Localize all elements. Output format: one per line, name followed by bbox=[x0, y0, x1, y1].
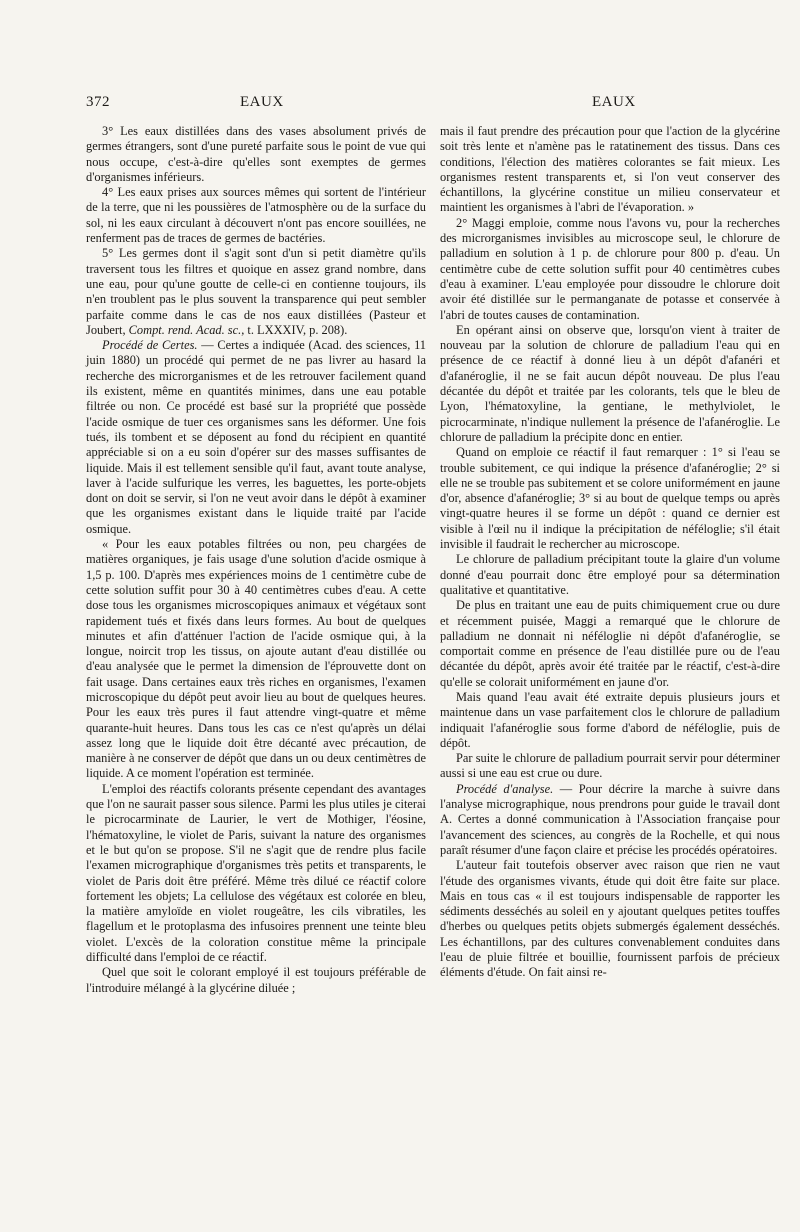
paragraph bbox=[86, 246, 426, 338]
right-column bbox=[440, 124, 780, 981]
paragraph-text: Quand on emploie ce réactif il faut remarquer : 1° si l'eau se trouble subitement, ce qui indique la présence d'afanéroglie; 2° si elle ne se trouble pas subitement et se colore uniformément en jaune d'or, absence d'afanéroglie; 3° si au bout de quelque temps ou après vingt-quatre heures il se forme un dépôt : quand ce dernier est visible à l'œil nu il indique la précipitation de néféloglie; s'il était invisible il faudrait le rechercher au microscope. bbox=[440, 445, 780, 552]
paragraph bbox=[86, 537, 426, 782]
paragraph-text: Mais quand l'eau avait été extraite depuis plusieurs jours et maintenue dans un vase parfaitement clos le chlorure de palladium indiquait l'afanéroglie sous forme d'abord de néféloglie, puis de dépôt. bbox=[440, 689, 780, 750]
paragraph-text: Le chlorure de palladium précipitant toute la glaire d'un volume donné d'eau pourrait donc être employé pour sa détermination qualitative et quantitative. bbox=[440, 552, 780, 597]
italic-text: Procédé de Certes. bbox=[102, 338, 198, 353]
italic-text: Compt. rend. Acad. sc. bbox=[128, 322, 242, 337]
paragraph bbox=[440, 552, 780, 598]
paragraph-text: L'auteur fait toutefois observer avec raison que rien ne vaut l'étude des organismes vivants, étude qui doit être faite sur place. Mais en tous cas « il est toujours indispensable de rapporter les sédiments desséchés au soleil en y ajoutant quelques petites touffes d'herbes ou quelques petits objets submergés également desséchés. Les échantillons, par des cultures convenablement conduites dans l'eau de pluie filtrée et bouillie, fournissent parfois de précieux éléments d'étude. On fait ainsi re- bbox=[440, 858, 780, 980]
paragraph-text: L'emploi des réactifs colorants présente cependant des avantages que l'on ne saurait passer sous silence. Parmi les plus utiles je citerai le picrocarminate de Laurier, le vert de Mothiger, l'éosine, l'hématoxyline, le violet de Paris, suivant la nature des organismes et le but qu'on se propose. S'il ne s'agit que de rendre plus facile l'examen micrographique d'organismes très petits et transparents, le violet de Paris doit être préféré. Même très dilué ce réactif colore fortement les objets; La cellulose des végétaux est colorée en bleu, la matière amyloïde en violet rougeâtre, les cils vibratiles, les flagellum et le protoplasma des infusoires prennent une teinte bleu violet. L'excès de la coloration constitue même la principale difficulté dans l'emploi de ce réactif. bbox=[86, 781, 426, 965]
paragraph-text-continued: — Certes a indiquée (Acad. des sciences, 11 juin 1880) un procédé qui permet de ne pas livrer au hasard la recherche des microrganismes et de les retrouver facilement quand ils existent, même en quantités minimes, dans une eau potable filtrée ou non. Ce procédé est basé sur la propriété que possède l'acide osmique de tuer ces organismes sans les déformer. Une fois tués, ils tombent et se déposent au fond du récipient en quantité appréciable si on a eu soin d'opérer sur des masses suffisantes de liquide. Mais il est tellement sensible qu'il faut, avant toute analyse, laver à l'acide sulfurique les verres, les baguettes, les porte-objets dont on doit se servir, si l'on ne veut avoir dans le dépôt à examiner que les organismes existant dans le liquide traité par l'acide osmique. bbox=[86, 338, 426, 536]
paragraph bbox=[440, 445, 780, 552]
paragraph bbox=[86, 338, 426, 537]
paragraph bbox=[86, 185, 426, 246]
paragraph-text: mais il faut prendre des précaution pour que l'action de la glycérine soit très lente et n'amène pas le ratatinement des tissus. Dans ces conditions, l'élection des matières colorantes se fait mieux. Les organismes restent transparents et, si l'on veut conserver des échantillons, la glycérine constitue un milieu conservateur et maintient les organismes à l'abri de l'évaporation. » bbox=[440, 124, 780, 215]
paragraph bbox=[86, 124, 426, 185]
paragraph-text: De plus en traitant une eau de puits chimiquement crue ou dure et récemment puisée, Maggi a remarqué que le chlorure de palladium ne donnait ni néféloglie ni dépôt d'afanéroglie, se comportait comme en présence de l'eau distillée pure ou de l'eau décantée du dépôt, après avoir été traitée par le réactif, c'est-à-dire qu'elle se colorait uniformément en jaune d'or. bbox=[440, 598, 780, 689]
italic-text: Procédé d'analyse. bbox=[456, 781, 554, 796]
paragraph-text: 3° Les eaux distillées dans des vases absolument privés de germes étrangers, sont d'une pureté parfaite sous le point de vue qui nous occupe, c'est-à-dire qu'elles sont exemptes de germes d'organismes inférieurs. bbox=[86, 124, 426, 184]
paragraph bbox=[86, 782, 426, 966]
paragraph-text: Par suite le chlorure de palladium pourrait servir pour déterminer aussi si une eau est crue ou dure. bbox=[440, 751, 780, 781]
paragraph-text-continued: , t. LXXXIV, p. 208). bbox=[241, 322, 348, 337]
paragraph bbox=[440, 216, 780, 323]
paragraph-text-continued: — Pour décrire la marche à suivre dans l'analyse micrographique, nous prendrons pour guide le travail dont A. Certes a donné communication à l'Association française pour l'avancement des sciences, au congrès de la Rochelle, et qui nous paraît résumer d'une façon claire et précise les procédés opératoires. bbox=[440, 781, 780, 857]
paragraph bbox=[440, 858, 780, 980]
page-number: 372 bbox=[86, 94, 110, 110]
paragraph bbox=[440, 323, 780, 445]
paragraph-text: En opérant ainsi on observe que, lorsqu'on vient à traiter de nouveau par la solution de chlorure de palladium l'eau qui en présence de ce réactif à donné lieu à un dépôt d'afanéri et d'afanéroglie, il ne se fait aucun dépôt nouveau. De plus l'eau décantée du dépôt et traitée par les colorants, tels que le bleu de Lyon, l'hématoxyline, la gentiane, le methylviolet, le picrocarminate, n'indique nullement la présence de l'afanéroglie. Le chlorure de palladium la précipite donc en entier. bbox=[440, 322, 780, 444]
paragraph-text: 5° Les germes dont il s'agit sont d'un si petit diamètre qu'ils traversent tous les filtres et quoique en assez grand nombre, dans une eau, pour qu'une goutte de celle-ci en contienne toujours, ils n'en troublent pas le plus souvent la transparence qui peut sembler parfaite comme dans le cas de nos eaux distillées (Pasteur et Joubert, bbox=[86, 246, 426, 337]
running-head-left: EAUX bbox=[240, 94, 284, 110]
page-header bbox=[0, 94, 800, 116]
left-column bbox=[86, 124, 426, 996]
paragraph-text: Quel que soit le colorant employé il est toujours préférable de l'introduire mélangé à la glycérine diluée ; bbox=[86, 965, 426, 995]
paragraph bbox=[440, 751, 780, 782]
paragraph-text: 4° Les eaux prises aux sources mêmes qui sortent de l'intérieur de la terre, que ni les poussières de l'atmosphère ou de la surface du sol, ni les eaux circulant à découvert n'ont pas encore souillées, ne renferment pas de traces de germes de bactéries. bbox=[86, 185, 426, 246]
running-head-right: EAUX bbox=[592, 94, 636, 110]
paragraph bbox=[440, 124, 780, 216]
paragraph bbox=[440, 598, 780, 690]
paragraph bbox=[440, 782, 780, 858]
paragraph-text: « Pour les eaux potables filtrées ou non, peu chargées de matières organiques, je fais usage d'une solution d'acide osmique à 1,5 p. 100. D'après mes expériences moins de 1 centimètre cube de cette solution suffit pour 30 à 40 centimètres cubes d'eau. A cette dose tous les organismes microscopiques animaux et végétaux sont rapidement tués et fixés dans leurs formes. Au bout de quelques minutes et afin d'atténuer l'action de l'acide osmique qui, à la longue, noircit trop les tissus, on ajoute autant d'eau distillée ou d'eau analysée que le permet la dimension de l'éprouvette dont on fait usage. Dans certaines eaux très riches en organismes, l'examen microscopique du dépôt peut avoir lieu au bout de quelques heures. Pour les eaux très pures il faut attendre vingt-quatre et même quarante-huit heures. Dans tous les cas ce n'est qu'après un délai assez long que le liquide doit être décanté avec précaution, de manière à ne conserver de dépôt que dans un ou deux centimètres de liquide. A ce moment l'opération est terminée. bbox=[86, 537, 426, 781]
paragraph-text: 2° Maggi emploie, comme nous l'avons vu, pour la recherches des microrganismes invisibles au microscope seul, le chlorure de palladium en solution à 1 p. de chlorure pour 800 p. d'eau. Un centimètre cube de cette solution suffit pour 40 centimètres cubes d'eau à examiner. L'eau employée pour dissoudre le chlorure doit avoir été distillée sur le permanganate de potasse et conservée à l'abri de toutes causes de contamination. bbox=[440, 215, 780, 322]
paragraph bbox=[86, 965, 426, 996]
paragraph bbox=[440, 690, 780, 751]
